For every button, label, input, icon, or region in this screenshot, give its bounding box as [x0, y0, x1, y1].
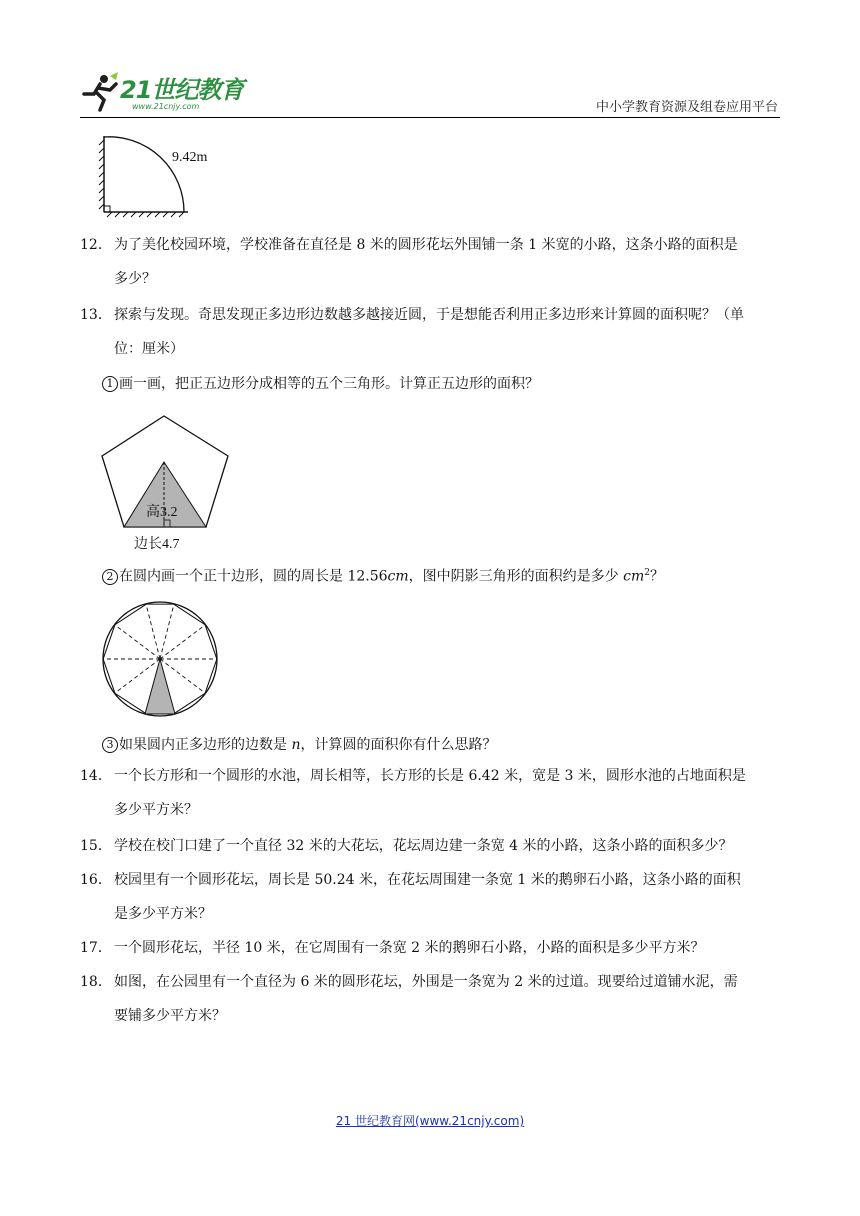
- runner-logo-icon: [80, 72, 120, 112]
- header-divider: [80, 117, 780, 118]
- footer-link[interactable]: 21 世纪教育网(www.21cnjy.com): [335, 1114, 525, 1128]
- question-17: 17． 一个圆形花坛，半径 10 米，在它周围有一条宽 2 米的鹅卵石小路，小路的面积是多少平方米？: [80, 940, 705, 956]
- q13-part3: 3 如果圆内正多边形的边数是 n，计算圆的面积你有什么思路？: [102, 735, 496, 755]
- question-18: 18． 如图，在公园里有一个直径为 6 米的圆形花坛，外围是一条宽为 2 米的过道。现要给过道铺水泥，需 要铺多少平方米？: [80, 974, 738, 1024]
- decagon-circle-figure: [100, 600, 220, 720]
- pentagon-side-label: 边长4.7: [134, 537, 180, 552]
- page-header: [80, 60, 780, 118]
- question-15: 15． 学校在校门口建了一个直径 32 米的大花坛，花坛周边建一条宽 4 米的小路，这条小路的面积多少？: [80, 838, 733, 854]
- logo-subtitle: www.21cnjy.com: [132, 102, 200, 111]
- pentagon-height-label: 高3.2: [146, 505, 178, 520]
- circled-2: 2: [102, 569, 118, 585]
- circled-3: 3: [102, 737, 118, 753]
- q13-part1: 1 画一画，把正五边形分成相等的五个三角形。计算正五边形的面积？: [102, 374, 539, 394]
- quarter-circle-figure: [92, 128, 232, 220]
- logo: [80, 66, 260, 116]
- q13-part2: 2 在圆内画一个正十边形，圆的周长是 12.56cm，图中阴影三角形的面积约是多少 $cm^2$？: [102, 563, 664, 587]
- question-16: 16． 校园里有一个圆形花坛，周长是 50.24 米，在花坛周围建一条宽 1 米的鹅卵石小路，这条小路的面积 是多少平方米？: [80, 872, 741, 922]
- question-12: 12． 为了美化校园环境，学校准备在直径是 8 米的圆形花坛外围铺一条 1 米宽的小路，这条小路的面积是 多少？: [80, 237, 738, 287]
- platform-name: 中小学教育资源及组卷应用平台: [595, 100, 778, 115]
- logo-text: 21世纪教育: [120, 76, 244, 104]
- pentagon-figure: [96, 412, 236, 552]
- question-14: 14． 一个长方形和一个圆形的水池，周长相等，长方形的长是 6.42 米，宽是 3 米，圆形水池的占地面积是 多少平方米？: [80, 768, 746, 818]
- arc-length-label: 9.42m: [172, 150, 208, 165]
- circled-1: 1: [102, 376, 118, 392]
- question-13: 13． 探索与发现。奇思发现正多边形边数越多越接近圆，于是想能否利用正多边形来计算圆的面积呢？（单 位：厘米）: [80, 307, 744, 357]
